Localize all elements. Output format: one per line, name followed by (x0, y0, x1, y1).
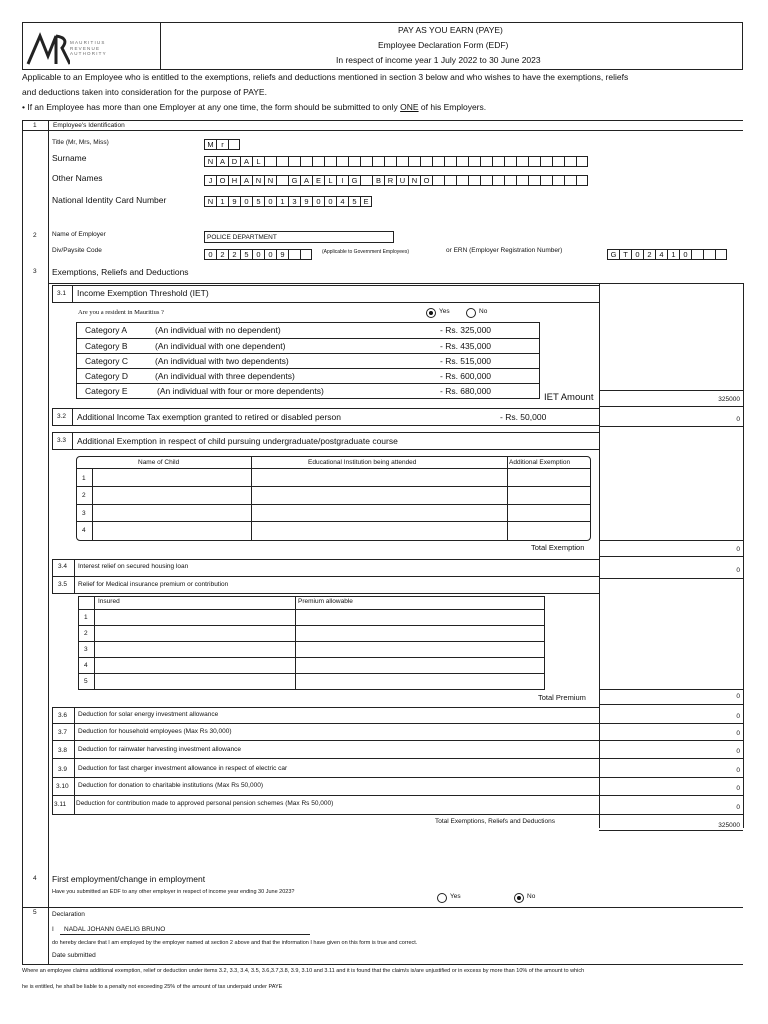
resident-no-label: No (479, 308, 488, 315)
category-amount: - Rs. 515,000 (440, 356, 492, 366)
rule (78, 625, 545, 626)
item-number: 3.9 (58, 766, 68, 773)
rule (52, 559, 599, 560)
footer-note: Where an employee claims additional exemption, relief or deduction under items 3.2, 3.3, 3.4, 3.5, 3.6,3.7,3.8, 3.9, 3.10 and 3.11 and it is found that the claim/s is/are unjustified or in excess by more than 10% of the amount to which (22, 968, 585, 974)
s35-label: Relief for Medical insurance premium or contribution (78, 581, 229, 588)
child-col-exemption: Additional Exemption (509, 459, 571, 466)
category-desc: (An individual with three dependents) (155, 371, 295, 381)
logo-line: MAURITIUS (70, 40, 106, 45)
section-number: 5 (33, 909, 37, 916)
other-names-field[interactable]: J O H A N N G A E L I G B R U N O (204, 175, 588, 186)
medical-col-premium: Premium allowable (298, 598, 353, 605)
deduction-value[interactable]: 0 (736, 785, 740, 792)
item-number: 3.11 (54, 801, 67, 808)
rule (72, 432, 73, 450)
rule (76, 368, 540, 369)
category-name: Category B (85, 341, 128, 351)
rule (52, 740, 599, 741)
nic-field[interactable]: N 1 9 0 5 0 1 3 9 0 0 4 5 E (204, 196, 372, 207)
total-premium-value[interactable]: 0 (736, 693, 740, 700)
section-heading: First employment/change in employment (52, 874, 206, 884)
rule (22, 964, 743, 965)
intro-line: Applicable to an Employee who is entitled to the exemptions, reliefs and deductions mentioned in section 3 below and who wishes to have the exemptions, reliefs (22, 72, 629, 82)
rule (78, 609, 545, 610)
rule (52, 559, 53, 593)
intro-text: • If an Employee has more than one Employer at any one time, the form should be submitted to only (22, 102, 401, 112)
rule (599, 426, 743, 427)
rule (78, 641, 545, 642)
rule (48, 130, 49, 964)
rule (599, 540, 743, 541)
rule (72, 285, 73, 303)
item-number: 3.3 (57, 437, 67, 444)
deduction-value[interactable]: 0 (736, 713, 740, 720)
rule (599, 740, 743, 741)
category-name: Category E (85, 386, 128, 396)
rule (599, 830, 743, 831)
surname-label: Surname (52, 153, 87, 163)
section-number: 4 (33, 875, 37, 882)
rule (22, 120, 23, 964)
s33-label: Additional Exemption in respect of child pursuing undergraduate/postgraduate course (77, 436, 398, 446)
declaration-text: do hereby declare that I am employed by the employer named at section 2 above and that the information I have given on this form is true and correct. (52, 940, 418, 946)
item-number: 3.7 (58, 729, 68, 736)
rule (599, 578, 743, 579)
form-period: In respect of income year 1 July 2022 to 30 June 2023 (336, 55, 541, 65)
header-divider (160, 22, 161, 70)
rule (72, 408, 73, 426)
section-heading: Employee's Identification (53, 122, 125, 129)
total-premium-label: Total Premium (538, 693, 586, 702)
category-amount: - Rs. 680,000 (440, 386, 492, 396)
rule (599, 390, 743, 391)
child-col-name: Name of Child (138, 459, 180, 466)
row-number: 1 (82, 475, 86, 482)
rule (599, 777, 743, 778)
rule (52, 777, 599, 778)
s34-label: Interest relief on secured housing loan (78, 563, 189, 570)
s31-label: Income Exemption Threshold (IET) (77, 288, 209, 298)
amount-column-right (743, 283, 744, 828)
rule (599, 814, 743, 815)
rule (52, 795, 599, 796)
s4-question: Have you submitted an EDF to any other employer in respect of income year ending 30 June 2023? (52, 889, 295, 895)
rule (599, 406, 743, 407)
resident-yes-radio[interactable] (426, 308, 436, 318)
row-number: 1 (84, 614, 88, 621)
category-name: Category C (85, 356, 128, 366)
iet-amount-label: IET Amount (544, 392, 594, 403)
item-number: 3.4 (58, 563, 68, 570)
rule (76, 383, 540, 384)
row-number: 2 (84, 630, 88, 637)
rule (74, 559, 75, 593)
deduction-label: Deduction for donation to charitable institutions (Max Rs 50,000) (78, 782, 263, 789)
deduction-value[interactable]: 0 (736, 767, 740, 774)
rule (78, 673, 545, 674)
deduction-value[interactable]: 0 (736, 730, 740, 737)
s4-no-label: No (527, 893, 536, 900)
rule (599, 704, 743, 705)
category-amount: - Rs. 600,000 (440, 371, 492, 381)
deduction-value[interactable]: 0 (736, 748, 740, 755)
grand-total-label: Total Exemptions, Reliefs and Deductions (435, 818, 555, 825)
declarant-name: NADAL JOHANN GAELIG BRUNO (64, 926, 166, 933)
declaration-i: I (52, 926, 54, 933)
employer-field[interactable] (204, 231, 394, 243)
rule (48, 120, 49, 130)
rule (52, 707, 599, 708)
grand-total-value[interactable]: 325000 (718, 822, 740, 829)
s4-no-radio[interactable] (514, 893, 524, 903)
rule (22, 907, 743, 908)
category-desc: (An individual with four or more dependents) (157, 386, 324, 396)
s32-amount: - Rs. 50,000 (500, 412, 547, 422)
resident-question: Are you a resident in Mauritius ? (78, 309, 164, 316)
category-desc: (An individual with two dependents) (155, 356, 289, 366)
row-number: 3 (84, 646, 88, 653)
row-number: 3 (82, 510, 86, 517)
deduction-label: Deduction for household employees (Max Rs 30,000) (78, 728, 232, 735)
s4-yes-radio[interactable] (437, 893, 447, 903)
rule (76, 486, 591, 487)
child-col-institution: Educational Institution being attended (308, 459, 417, 466)
footer-note: he is entitled, he shall be liable to a penalty not exceeding 25% of the amount of tax underpaid under PAYE (22, 984, 283, 990)
section-heading: Declaration (52, 911, 85, 918)
rule (76, 353, 540, 354)
rule (599, 556, 743, 557)
deduction-label: Deduction for fast charger investment allowance in respect of electric car (78, 765, 288, 772)
row-number: 2 (82, 492, 86, 499)
rule (52, 576, 599, 577)
form-subtitle: Employee Declaration Form (EDF) (378, 40, 509, 50)
s4-yes-label: Yes (450, 893, 461, 900)
item-number: 3.2 (57, 413, 67, 420)
deduction-label: Deduction for rainwater harvesting investment allowance (78, 746, 241, 753)
ern-label: or ERN (Employer Registration Number) (446, 247, 563, 254)
employer-value: POLICE DEPARTMENT (207, 234, 277, 241)
intro-line: and deductions taken into consideration for the purpose of PAYE. (22, 87, 267, 97)
logo-line: REVENUE (70, 45, 101, 51)
rule (52, 593, 599, 594)
rule (22, 120, 743, 121)
rule (52, 814, 599, 815)
s34-value[interactable]: 0 (736, 567, 740, 574)
rule (599, 723, 743, 724)
s32-label: Additional Income Tax exemption granted to retired or disabled person (77, 412, 341, 422)
rule (52, 723, 599, 724)
medical-table (78, 596, 545, 690)
section-heading: Exemptions, Reliefs and Deductions (52, 267, 189, 277)
total-exemption-label: Total Exemption (531, 543, 585, 552)
rule (52, 707, 53, 814)
rule (76, 338, 540, 339)
category-desc: (An individual with no dependent) (155, 325, 281, 335)
item-number: 3.5 (58, 581, 68, 588)
rule (295, 596, 296, 690)
item-number: 3.10 (56, 783, 69, 790)
iet-amount-value[interactable]: 325000 (718, 396, 740, 403)
intro-line (22, 102, 486, 112)
rule (599, 795, 743, 796)
deduction-value[interactable]: 0 (736, 804, 740, 811)
other-names-label: Other Names (52, 173, 103, 183)
section-number: 2 (33, 232, 37, 239)
rule (76, 468, 591, 469)
nic-label: National Identity Card Number (52, 195, 167, 205)
intro-text: of his Employers. (418, 102, 487, 112)
rule (48, 283, 743, 284)
mra-logo-icon (26, 30, 70, 66)
item-number: 3.8 (58, 747, 68, 754)
rule (599, 689, 743, 690)
rule (94, 596, 95, 690)
row-number: 4 (84, 662, 88, 669)
row-number: 4 (82, 527, 86, 534)
div-paysite-label: Div/Paysite Code (52, 247, 102, 254)
name-underline (60, 934, 310, 935)
div-paysite-field[interactable]: 0 2 2 5 0 0 9 (204, 249, 312, 260)
resident-no-radio[interactable] (466, 308, 476, 318)
rule (74, 707, 75, 814)
category-desc: (An individual with one dependent) (155, 341, 286, 351)
category-amount: - Rs. 435,000 (440, 341, 492, 351)
rule (76, 521, 591, 522)
government-note: (Applicable to Government Employees) (322, 249, 409, 255)
category-name: Category D (85, 371, 128, 381)
logo-line: AUTHORITY (70, 51, 107, 56)
category-name: Category A (85, 325, 128, 335)
row-number: 5 (84, 678, 88, 685)
deduction-label: Deduction for solar energy investment allowance (78, 711, 219, 718)
surname-field[interactable]: N A D A L (204, 156, 588, 167)
section-number: 1 (33, 122, 37, 129)
item-number: 3.6 (58, 712, 68, 719)
title-label: Title (Mr, Mrs, Miss) (52, 139, 109, 146)
ern-field[interactable]: G T 0 2 4 1 0 (607, 249, 727, 260)
item-number: 3.1 (57, 290, 67, 297)
mra-logo (26, 30, 156, 66)
section-number: 3 (33, 268, 37, 275)
form-title: PAY AS YOU EARN (PAYE) (398, 25, 503, 35)
rule (52, 758, 599, 759)
date-submitted-label: Date submitted (52, 952, 96, 959)
intro-emphasis: ONE (400, 102, 419, 112)
rule (78, 657, 545, 658)
total-exemption-value[interactable]: 0 (736, 546, 740, 553)
title-field[interactable]: M r (204, 139, 240, 150)
s32-value[interactable]: 0 (736, 416, 740, 423)
rule (22, 130, 743, 131)
deduction-label: Deduction for contribution made to approved personal pension schemes (Max Rs 50,000) (76, 800, 334, 807)
rule (599, 758, 743, 759)
medical-col-insured: Insured (98, 598, 120, 605)
rule (76, 504, 591, 505)
resident-yes-label: Yes (439, 308, 450, 315)
employer-label: Name of Employer (52, 231, 106, 238)
category-amount: - Rs. 325,000 (440, 325, 492, 335)
